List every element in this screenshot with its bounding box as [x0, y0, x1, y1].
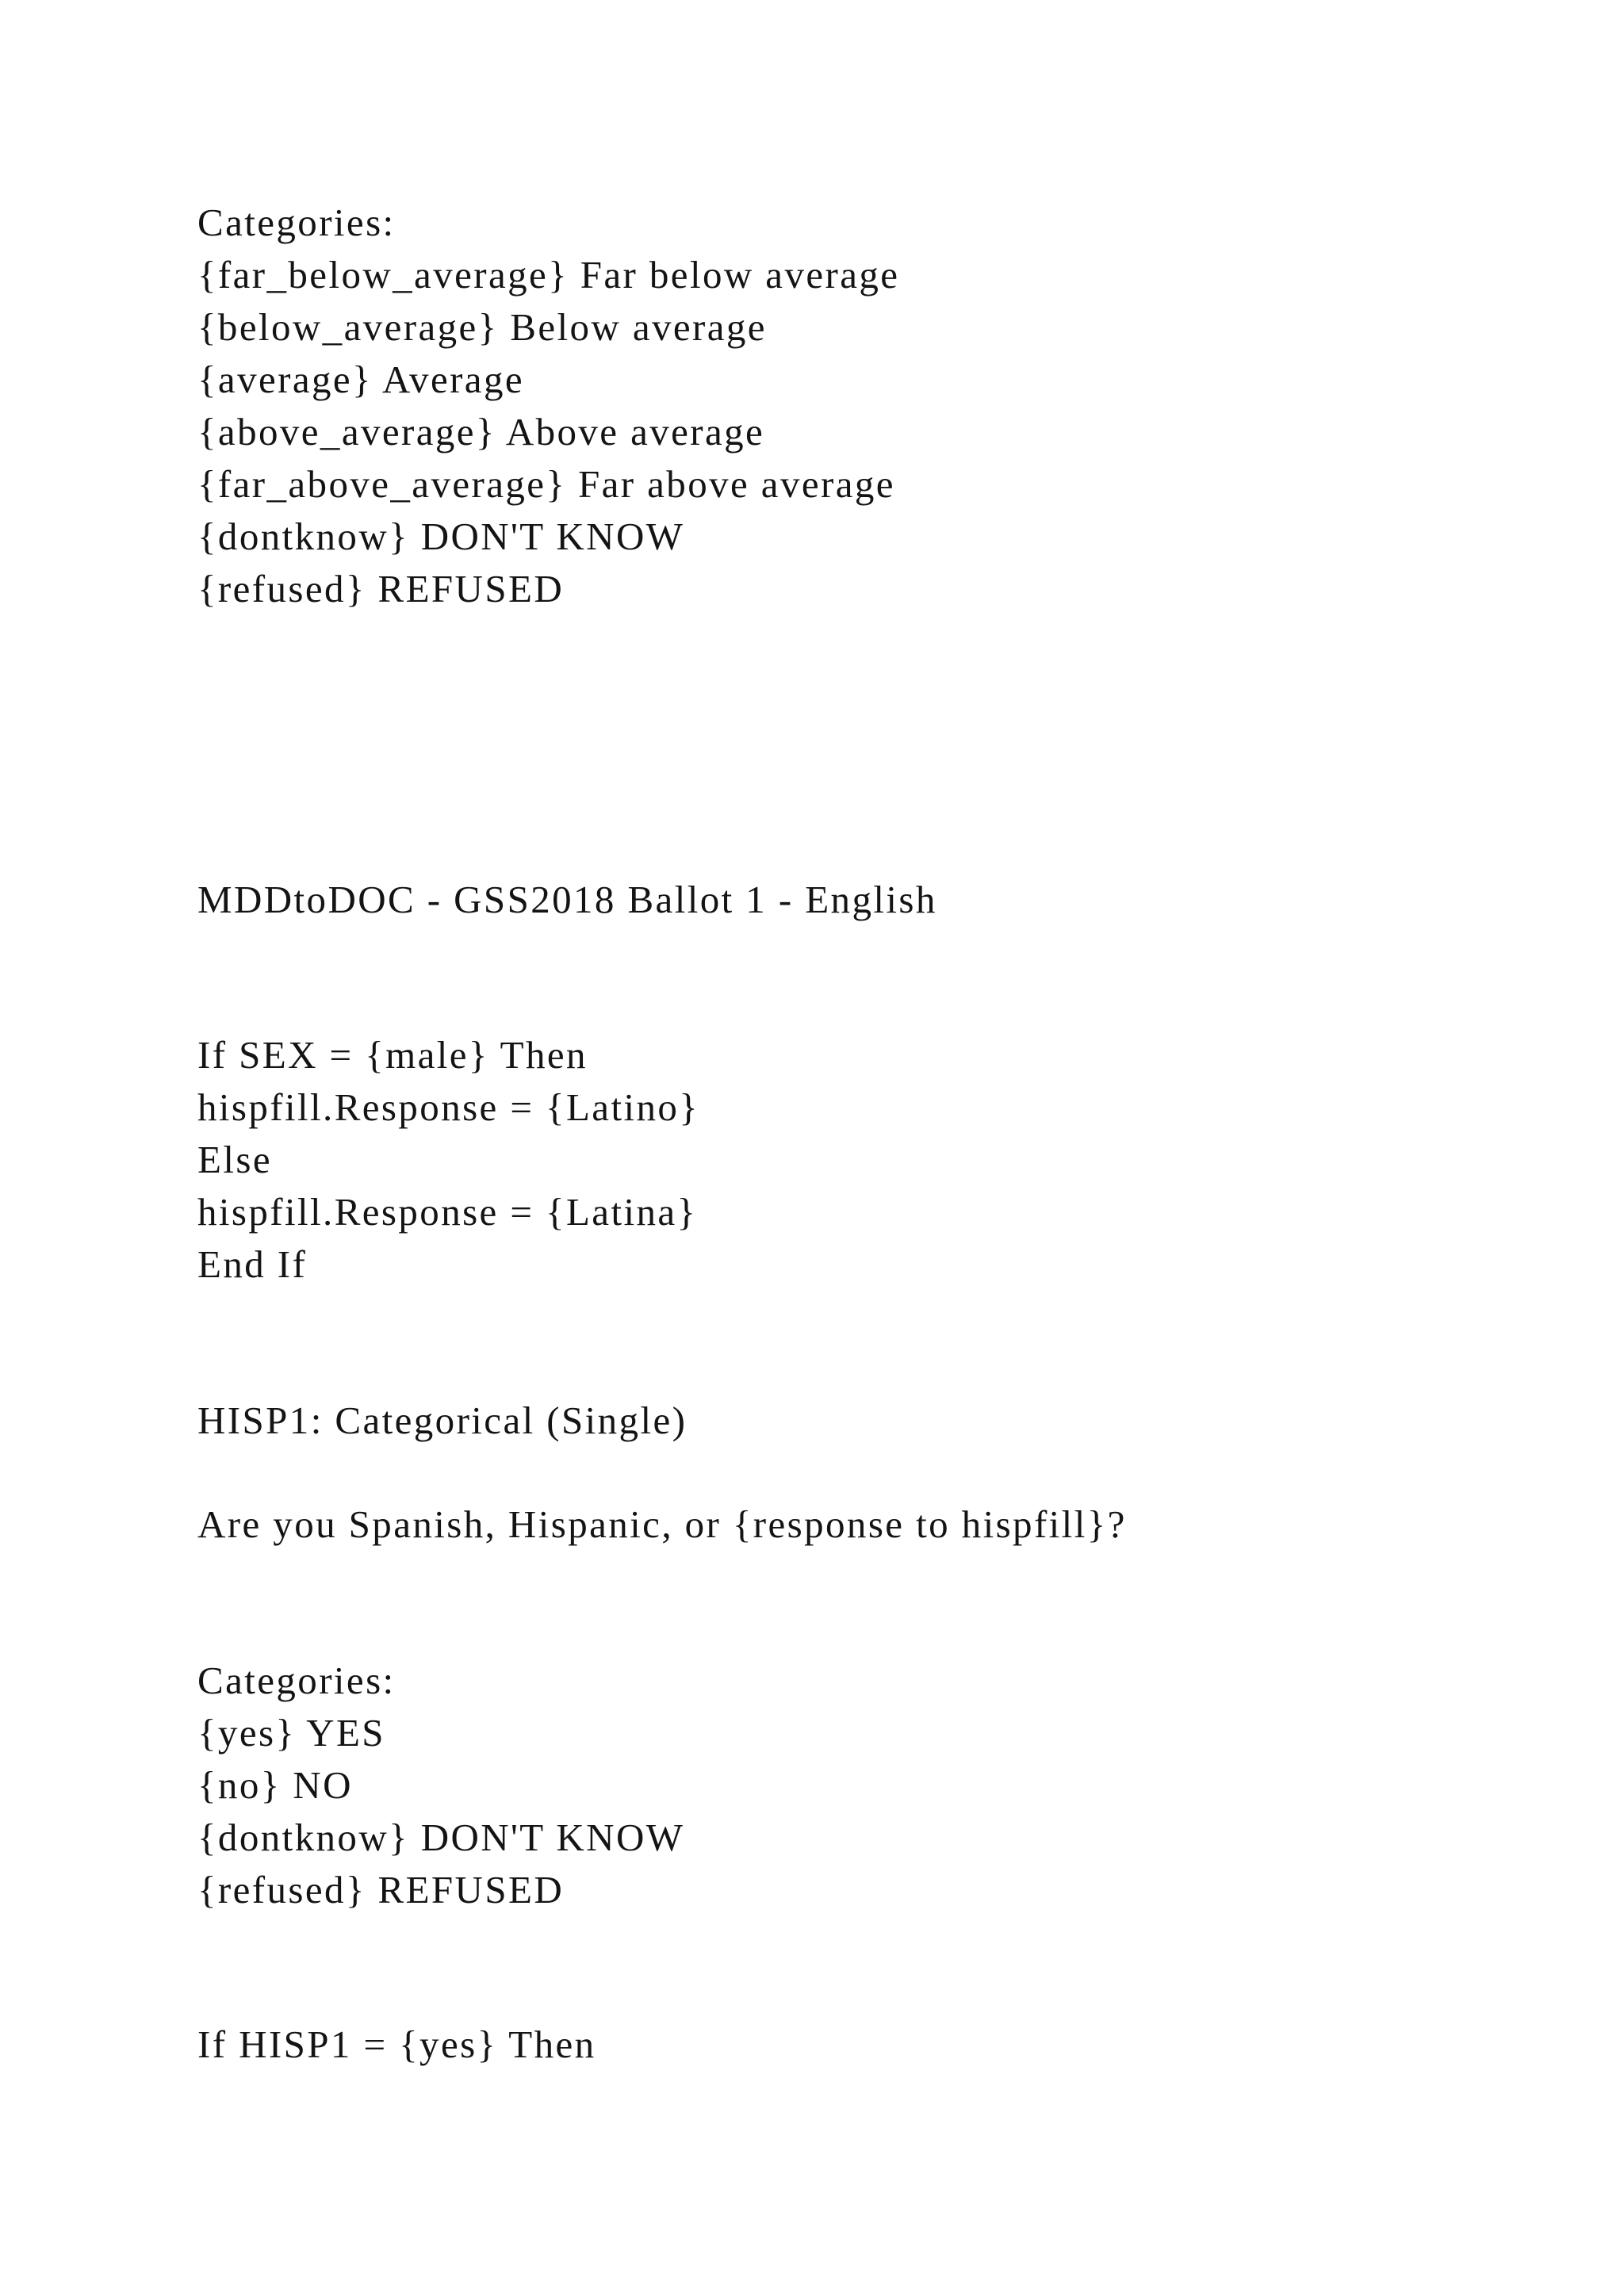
category-item: {far_below_average} Far below average	[197, 253, 900, 297]
category-item: {dontknow} DON'T KNOW	[197, 1816, 685, 1859]
question-text: Are you Spanish, Hispanic, or {response to hispfill}?	[197, 1502, 1127, 1546]
logic-line: hispfill.Response = {Latina}	[197, 1190, 698, 1234]
logic-line: End If	[197, 1242, 308, 1286]
category-item: {yes} YES	[197, 1711, 385, 1755]
logic-line: If SEX = {male} Then	[197, 1033, 588, 1077]
category-item: {refused} REFUSED	[197, 567, 565, 610]
category-item: {above_average} Above average	[197, 410, 765, 453]
logic-line: hispfill.Response = {Latino}	[197, 1085, 700, 1129]
category-item: {below_average} Below average	[197, 305, 767, 349]
category-item: {refused} REFUSED	[197, 1868, 565, 1911]
category-item: {average} Average	[197, 358, 525, 401]
question-id: HISP1: Categorical (Single)	[197, 1399, 688, 1442]
category-item: {no} NO	[197, 1763, 353, 1807]
categories-heading: Categories:	[197, 1659, 396, 1702]
document-header: MDDtoDOC - GSS2018 Ballot 1 - English	[197, 878, 937, 921]
category-item: {dontknow} DON'T KNOW	[197, 515, 685, 558]
logic-line: If HISP1 = {yes} Then	[197, 2022, 596, 2066]
logic-line: Else	[197, 1138, 272, 1181]
categories-heading: Categories:	[197, 201, 396, 244]
category-item: {far_above_average} Far above average	[197, 462, 895, 506]
